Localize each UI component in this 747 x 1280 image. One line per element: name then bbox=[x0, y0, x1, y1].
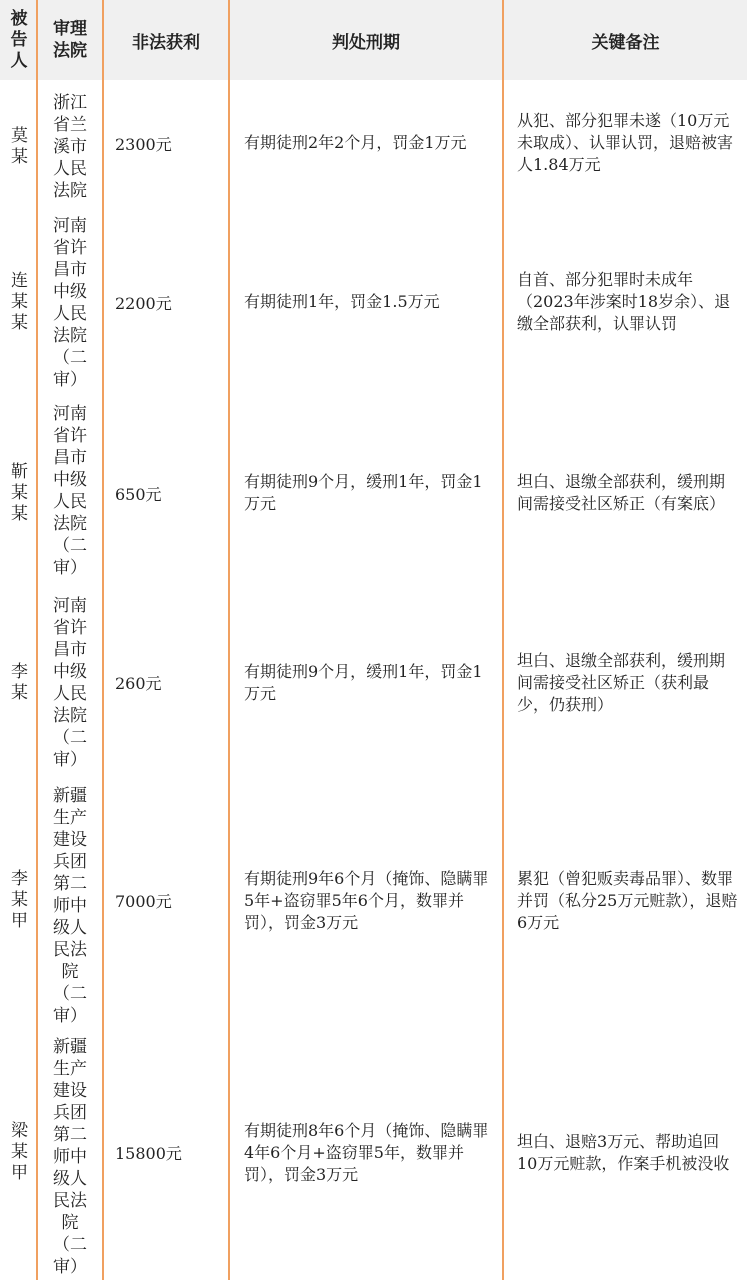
row-notes: 坦白、退赔3万元、帮助追回10万元赃款，作案手机被没收 bbox=[517, 1131, 730, 1173]
defendant-name: 莫某 bbox=[7, 126, 27, 168]
row-court bbox=[40, 403, 100, 579]
row-notes: 从犯、部分犯罪未遂（10万元未取成）、认罪认罚，退赔被害人1.84万元 bbox=[517, 111, 734, 174]
header-sentence: 判处刑期 bbox=[332, 32, 400, 53]
defendant-name: 梁某甲 bbox=[7, 1121, 27, 1184]
column-divider bbox=[502, 0, 504, 1280]
defendant-name: 靳某某 bbox=[7, 461, 27, 525]
row-profit: 2300元 bbox=[115, 134, 172, 154]
row-court bbox=[40, 92, 100, 202]
row-defendant bbox=[0, 208, 34, 396]
header-court bbox=[40, 0, 100, 80]
row-defendant bbox=[0, 1030, 34, 1275]
row-sentence: 有期徒刑9个月，缓刑1年，罚金1万元 bbox=[244, 472, 483, 513]
court-name: 河南省许昌市中级人民法院（二审） bbox=[53, 596, 87, 770]
row-profit: 2200元 bbox=[115, 293, 172, 313]
defendant-name: 李某 bbox=[7, 661, 27, 704]
row-sentence: 有期徒刑2年2个月，罚金1万元 bbox=[244, 133, 467, 152]
row-profit: 7000元 bbox=[115, 892, 172, 911]
row-notes: 自首、部分犯罪时未成年（2023年涉案时18岁余）、退缴全部获利，认罪认罚 bbox=[517, 270, 731, 333]
row-court bbox=[40, 215, 100, 391]
defendant-name: 李某甲 bbox=[7, 869, 27, 932]
column-divider bbox=[36, 0, 38, 1280]
header-notes: 关键备注 bbox=[591, 32, 660, 53]
row-defendant bbox=[0, 590, 34, 775]
row-defendant bbox=[0, 398, 34, 588]
row-notes: 坦白、退缴全部获利，缓刑期间需接受社区矫正（有案底） bbox=[517, 472, 726, 513]
row-sentence: 有期徒刑1年，罚金1.5万元 bbox=[244, 292, 440, 311]
row-defendant bbox=[0, 778, 34, 1023]
row-court bbox=[40, 785, 100, 1027]
defendant-name: 连某某 bbox=[7, 270, 27, 334]
header-profit: 非法获利 bbox=[132, 32, 200, 53]
header-court-text: 审理法院 bbox=[53, 19, 87, 61]
row-profit: 650元 bbox=[115, 484, 162, 504]
court-name: 新疆生产建设兵团第二师中级人民法院（二审） bbox=[53, 1037, 87, 1277]
column-divider bbox=[102, 0, 104, 1280]
row-sentence: 有期徒刑8年6个月（掩饰、隐瞒罪4年6个月+盗窃罪5年，数罪并罚），罚金3万元 bbox=[244, 1120, 489, 1184]
row-court bbox=[40, 1036, 100, 1278]
row-sentence: 有期徒刑9年6个月（掩饰、隐瞒罪5年+盗窃罪5年6个月，数罪并罚），罚金3万元 bbox=[244, 868, 489, 932]
court-name: 新疆生产建设兵团第二师中级人民法院（二审） bbox=[53, 786, 87, 1026]
row-sentence: 有期徒刑9个月，缓刑1年，罚金1万元 bbox=[244, 661, 483, 703]
row-court bbox=[40, 595, 100, 771]
column-divider bbox=[228, 0, 230, 1280]
court-name: 河南省许昌市中级人民法院（二审） bbox=[53, 404, 87, 578]
row-notes: 坦白、退缴全部获利，缓刑期间需接受社区矫正（获利最少，仍获刑） bbox=[517, 650, 726, 714]
header-defendant-text: 被告人 bbox=[6, 8, 27, 72]
court-name: 浙江省兰溪市人民法院 bbox=[53, 93, 87, 201]
court-name: 河南省许昌市中级人民法院（二审） bbox=[53, 216, 87, 390]
row-profit: 260元 bbox=[115, 674, 162, 693]
row-notes: 累犯（曾犯贩卖毒品罪）、数罪并罚（私分25万元赃款），退赔6万元 bbox=[517, 868, 738, 932]
header-defendant bbox=[0, 0, 34, 80]
row-profit: 15800元 bbox=[115, 1144, 182, 1163]
row-defendant bbox=[0, 88, 34, 206]
